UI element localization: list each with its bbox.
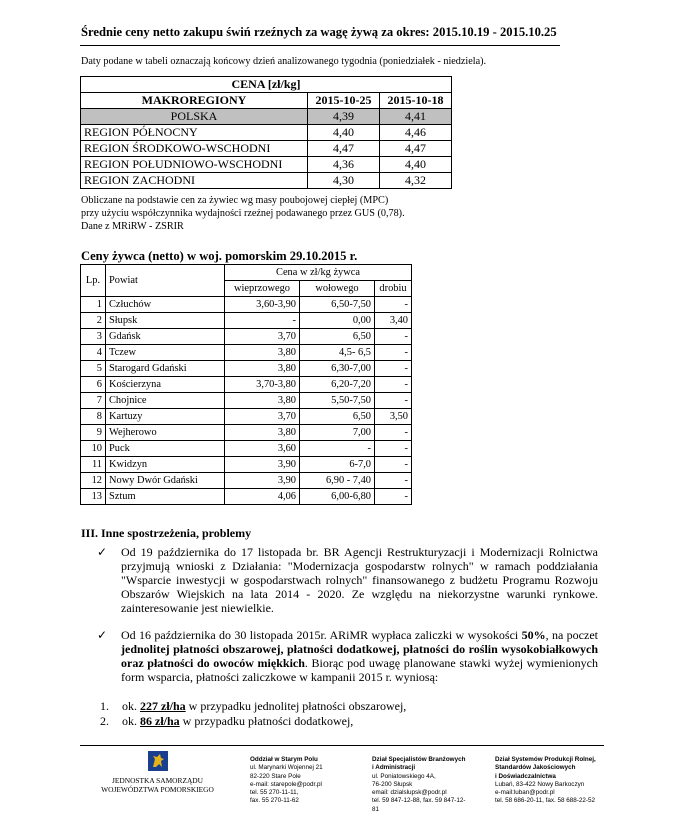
table-row <box>81 109 452 125</box>
phone-line: tel. 55 270-11-11, <box>250 789 299 797</box>
office-name: i Administracji <box>372 764 416 772</box>
row-number: 4 <box>81 345 106 361</box>
table-row <box>81 489 412 505</box>
county-name: Kościerzyna <box>106 377 225 393</box>
county-name: Chojnice <box>106 393 225 409</box>
poultry-price: - <box>375 345 412 361</box>
office-address <box>372 756 484 814</box>
pork-price: 3,70-3,80 <box>225 377 300 393</box>
table-row <box>81 345 412 361</box>
table-row <box>81 393 412 409</box>
bullet-text-part: . Biorąc pod uwagę planowane stawki wyżej wymienionych form wsparcia, płatności zaliczkowe w kampanii 2015 r. wyniosą: <box>121 656 598 685</box>
table-row <box>81 441 412 457</box>
footnote-line: Dane z MRiRW - ZSRIR <box>81 221 184 233</box>
list-item <box>100 699 406 714</box>
bullet-text-part: , na poczet <box>545 628 598 642</box>
pork-price: 3,60-3,90 <box>225 297 300 313</box>
email-line: email: dzialslupsk@podr.pl <box>372 789 447 797</box>
county-name: Kwidzyn <box>106 457 225 473</box>
address-line: 76-200 Słupsk <box>372 780 413 788</box>
table-row <box>81 457 412 473</box>
pork-price: 3,70 <box>225 409 300 425</box>
table-footnote <box>81 194 405 234</box>
region-name: REGION ŚRODKOWO-WSCHODNI <box>81 141 308 157</box>
row-number: 9 <box>81 425 106 441</box>
price-value: 4,47 <box>380 141 452 157</box>
row-number: 5 <box>81 361 106 377</box>
poultry-price: - <box>375 393 412 409</box>
checkmark-icon: ✓ <box>97 545 108 559</box>
bullet-text-part: Od 16 października do 30 listopada 2015r. ARiMR wypłaca zaliczki w wysokości <box>121 628 522 642</box>
price-group-header: Cena w zł/kg żywca <box>225 265 412 281</box>
address-line: ul. Marynarki Wojennej 21 <box>250 764 323 772</box>
address-line: Lubań, 83-422 Nowy Barkoczyn <box>495 780 585 788</box>
county-name: Sztum <box>106 489 225 505</box>
price-value: 4,30 <box>308 173 380 189</box>
logo-text: WOJEWÓDZTWA POMORSKIEGO <box>101 785 214 794</box>
poultry-price: - <box>375 441 412 457</box>
beef-price: 6-7,0 <box>300 457 375 473</box>
row-number: 7 <box>81 393 106 409</box>
fax-line: fax. 55 270-11-62 <box>250 797 299 805</box>
footer-divider <box>80 745 604 746</box>
pork-price: 3,60 <box>225 441 300 457</box>
beef-price: 0,00 <box>300 313 375 329</box>
logo-text: JEDNOSTKA SAMORZĄDU <box>112 776 203 785</box>
email-line: e-mail: starepole@podr.pl <box>250 780 322 788</box>
page-title: Średnie ceny netto zakupu świń rzeźnych za wagę żywą za okres: 2015.10.19 - 2015.10.25 <box>81 25 557 39</box>
table-row <box>81 125 452 141</box>
table-row <box>81 141 452 157</box>
pork-price: 3,80 <box>225 361 300 377</box>
row-number: 8 <box>81 409 106 425</box>
table-row <box>81 409 412 425</box>
price-value: 4,39 <box>308 109 380 125</box>
table-row <box>81 473 412 489</box>
office-name: Dział Specjalistów Branżowych <box>372 756 466 763</box>
beef-price: 7,00 <box>300 425 375 441</box>
beef-price: 6,30-7,00 <box>300 361 375 377</box>
bullet-text <box>121 628 598 684</box>
county-name: Człuchów <box>106 297 225 313</box>
table-row <box>81 157 452 173</box>
county-name: Słupsk <box>106 313 225 329</box>
list-number: 1. <box>100 699 109 713</box>
poultry-price: - <box>375 297 412 313</box>
beef-price: 6,50-7,50 <box>300 297 375 313</box>
pork-price: 3,80 <box>225 425 300 441</box>
list-text: ok. <box>122 714 140 728</box>
bullet-item <box>97 628 597 698</box>
beef-price: 5,50-7,50 <box>300 393 375 409</box>
griffin-crest-icon <box>147 750 169 772</box>
bullet-item <box>97 545 597 621</box>
pork-price: 4,06 <box>225 489 300 505</box>
county-name: Starogard Gdański <box>106 361 225 377</box>
table-row <box>81 313 412 329</box>
row-number: 1 <box>81 297 106 313</box>
price-unit-header: CENA [zł/kg] <box>81 77 452 93</box>
poultry-price: - <box>375 361 412 377</box>
region-name: REGION ZACHODNI <box>81 173 308 189</box>
advance-percentage: 50% <box>521 628 546 642</box>
row-number: 3 <box>81 329 106 345</box>
poultry-price: - <box>375 377 412 393</box>
address-line: ul. Poniatowskiego 4A, <box>372 772 436 780</box>
date2-column-header: 2015-10-18 <box>380 93 452 109</box>
row-number: 11 <box>81 457 106 473</box>
phone-line: tel. 58 686-20-11, fax. 58 688-22-52 <box>495 797 596 805</box>
poultry-price: - <box>375 329 412 345</box>
title-underline <box>80 45 560 46</box>
list-text: w przypadku jednolitej płatności obszarowej, <box>185 699 407 713</box>
address-line: 82-220 Stare Pole <box>250 772 301 780</box>
poultry-price: - <box>375 473 412 489</box>
price-value: 4,41 <box>380 109 452 125</box>
row-number: 10 <box>81 441 106 457</box>
county-name: Wejherowo <box>106 425 225 441</box>
pork-price: 3,90 <box>225 457 300 473</box>
county-name: Gdańsk <box>106 329 225 345</box>
beef-column-header: wołowego <box>300 281 375 297</box>
powiat-column-header: Powiat <box>106 265 225 297</box>
beef-price: 6,90 - 7,40 <box>300 473 375 489</box>
table-row <box>81 377 412 393</box>
checkmark-icon: ✓ <box>97 628 108 642</box>
table-row <box>81 329 412 345</box>
footnote-line: Obliczane na podstawie cen za żywiec wg masy poubojowej ciepłej (MPC) <box>81 195 389 206</box>
region-name: POLSKA <box>81 109 308 125</box>
bullet-text: Od 19 października do 17 listopada br. BR Agencji Restrukturyzacji i Modernizacji Rolnictwa przyjmują wnioski z Działania: "Modernizacja gospodarstw rolnych" w ramach poddziałania "Wsparcie inwestycji w gospodarstwach rolnych" finansowanego z budżetu Programu Rozwoju Obszarów Wiejskich na lata 2014 - 2020. Ze względu na niekorzystne warunki rynkowe. zainteresowanie jest niewielkie. <box>121 545 598 616</box>
list-text: ok. <box>122 699 140 713</box>
pork-price: 3,90 <box>225 473 300 489</box>
phone-line: 81 <box>372 805 380 813</box>
table-row <box>81 425 412 441</box>
region-name: REGION PÓŁNOCNY <box>81 125 308 141</box>
row-number: 2 <box>81 313 106 329</box>
pork-price: - <box>225 313 300 329</box>
poultry-price: 3,50 <box>375 409 412 425</box>
pork-column-header: wieprzowego <box>225 281 300 297</box>
price-value: 4,40 <box>308 125 380 141</box>
price-value: 4,40 <box>380 157 452 173</box>
beef-price: 4,5- 6,5 <box>300 345 375 361</box>
county-name: Puck <box>106 441 225 457</box>
beef-price: 6,00-6,80 <box>300 489 375 505</box>
office-name: Dział Systemów Produkcji Rolnej, <box>495 756 596 763</box>
date1-column-header: 2015-10-25 <box>308 93 380 109</box>
pork-price: 3,80 <box>225 345 300 361</box>
price-value: 4,36 <box>308 157 380 173</box>
row-number: 12 <box>81 473 106 489</box>
price-value: 4,32 <box>380 173 452 189</box>
beef-price: 6,20-7,20 <box>300 377 375 393</box>
price-value: 4,47 <box>308 141 380 157</box>
payment-types: jednolitej płatności obszarowej, płatności dodatkowej, płatności do roślin wysokobiałkowych oraz płatności do owoców miękkich <box>121 642 598 671</box>
row-number: 6 <box>81 377 106 393</box>
beef-price: 6,50 <box>300 409 375 425</box>
table-note: Daty podane w tabeli oznaczają końcowy dzień analizowanego tygodnia (poniedziałek - niedziela). <box>81 56 487 67</box>
poultry-price: 3,40 <box>375 313 412 329</box>
pork-price: 3,70 <box>225 329 300 345</box>
office-address <box>250 756 360 806</box>
row-number: 13 <box>81 489 106 505</box>
table-row <box>81 297 412 313</box>
poultry-price: - <box>375 457 412 473</box>
footnote-line: przy użyciu współczynnika wydajności rzeźnej podawanego przez GUS (0,78). <box>81 208 405 220</box>
table-row <box>81 361 412 377</box>
payment-rate: 86 zł/ha <box>140 714 180 728</box>
poultry-column-header: drobiu <box>375 281 412 297</box>
table-row <box>81 173 452 189</box>
list-number: 2. <box>100 714 109 728</box>
region-name: REGION POŁUDNIOWO-WSCHODNI <box>81 157 308 173</box>
section-title: Ceny żywca (netto) w woj. pomorskim 29.10.2015 r. <box>81 249 358 263</box>
office-address <box>495 756 610 806</box>
office-name: i Doświadczalnictwa <box>495 772 556 780</box>
list-text: w przypadku płatności dodatkowej, <box>179 714 354 728</box>
beef-price: 6,50 <box>300 329 375 345</box>
pork-price: 3,80 <box>225 393 300 409</box>
county-name: Nowy Dwór Gdański <box>106 473 225 489</box>
footer-logo <box>80 750 235 794</box>
poultry-price: - <box>375 489 412 505</box>
price-value: 4,46 <box>380 125 452 141</box>
macroregion-price-table <box>80 76 452 189</box>
office-name: Standardów Jakościowych <box>495 764 576 772</box>
lp-column-header: Lp. <box>81 265 106 297</box>
beef-price: - <box>300 441 375 457</box>
list-item <box>100 714 353 729</box>
office-name: Oddział w Starym Polu <box>250 756 318 763</box>
email-line: e-mail:luban@podr.pl <box>495 789 555 797</box>
county-price-table <box>80 264 412 505</box>
phone-line: tel. 59 847-12-88, fax. 59 847-12- <box>372 797 466 805</box>
county-name: Kartuzy <box>106 409 225 425</box>
county-name: Tczew <box>106 345 225 361</box>
region-column-header: MAKROREGIONY <box>81 93 308 109</box>
poultry-price: - <box>375 425 412 441</box>
payment-rate: 227 zł/ha <box>140 699 186 713</box>
section-title: III. Inne spostrzeżenia, problemy <box>81 526 252 540</box>
